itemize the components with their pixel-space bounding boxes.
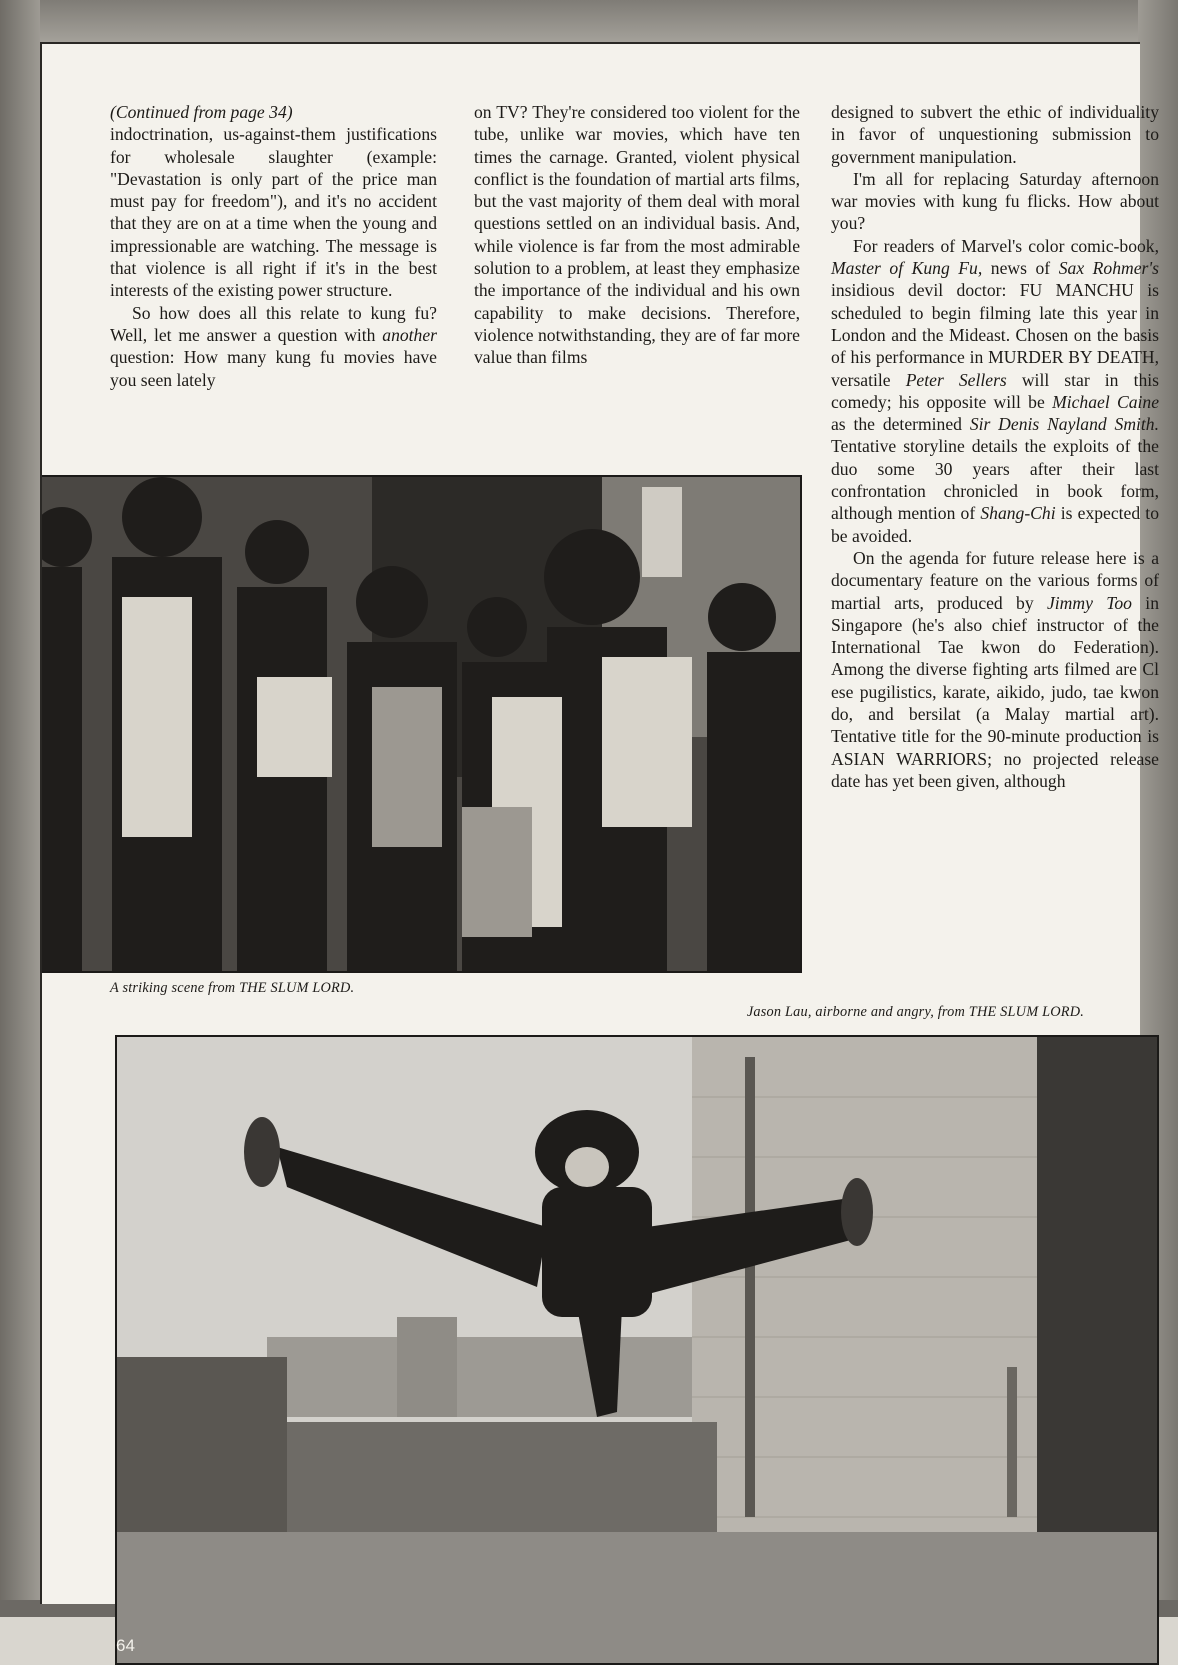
magazine-page xyxy=(40,42,1160,1655)
flying-kick-illustration xyxy=(117,1037,1157,1663)
article-column-3 xyxy=(831,101,1159,792)
scan-margin-top xyxy=(0,0,1178,42)
photo-caption: A striking scene from THE SLUM LORD. xyxy=(110,980,355,996)
paragraph: On the agenda for future release here is a documentary feature on the various forms of martial arts, produced by Jimmy Too in Singapore (he's also chief instructor of the International Tae kwon do Federation). Among the diverse fighting arts filmed are Cl ese pugilistics, karate, aikido, judo, tae kwon do, and bersilat (a Malay martial art). Tentative title for the 90-minute production is ASIAN WARRIORS; no projected release date has yet been given, although xyxy=(831,547,1159,791)
paragraph: I'm all for replacing Saturday afternoon war movies with kung fu flicks. How about you? xyxy=(831,168,1159,234)
paragraph: So how does all this relate to kung fu? Well, let me answer a question with another question: How many kung fu movies have you seen lately xyxy=(110,302,437,390)
photo-caption: Jason Lau, airborne and angry, from THE SLUM LORD. xyxy=(746,1004,1084,1020)
group-scene-photo xyxy=(42,475,802,973)
flying-kick-photo xyxy=(115,1035,1159,1665)
paragraph: designed to subvert the ethic of individuality in favor of unquestioning submission to government manipulation. xyxy=(831,102,1159,167)
paragraph: For readers of Marvel's color comic-book, Master of Kung Fu, news of Sax Rohmer's insidious devil doctor: FU MANCHU is scheduled to begin filming late this year in London and the Mideast. Chosen on the basis of his performance in MURDER BY DEATH, versatile Peter Sellers will star in this comedy; his opposite will be Michael Caine as the determined Sir Denis Nayland Smith. Tentative storyline details the exploits of the duo some 30 years after their last confrontation chronicled in book form, although mention of Shang-Chi is expected to be avoided. xyxy=(831,235,1160,546)
group-scene-illustration xyxy=(42,477,800,971)
article-column-1 xyxy=(110,101,437,391)
paragraph: on TV? They're considered too violent for the tube, unlike war movies, which have ten times the carnage. Granted, violent physical conflict is the foundation of martial arts films, but the vast majority of them deal with moral questions settled on an individual basis. And, while violence is far from the most admirable solution to a problem, at least they emphasize the importance of the individual and his own capability to make decisions. Therefore, violence notwithstanding, they are of far more value than films xyxy=(474,102,800,368)
page-number: 64 xyxy=(116,1636,135,1655)
scan-margin-left xyxy=(0,0,40,1617)
continued-note: (Continued from page 34) xyxy=(110,102,293,122)
article-column-2 xyxy=(474,101,800,369)
paragraph: indoctrination, us-against-them justifications for wholesale slaughter (example: "Devastation is only part of the price man must pay for freedom"), and it's no accident that they are on at a time when the young and impressionable are watching. The message is that violence is all right if it's in the best interests of the existing power structure. xyxy=(110,124,437,301)
